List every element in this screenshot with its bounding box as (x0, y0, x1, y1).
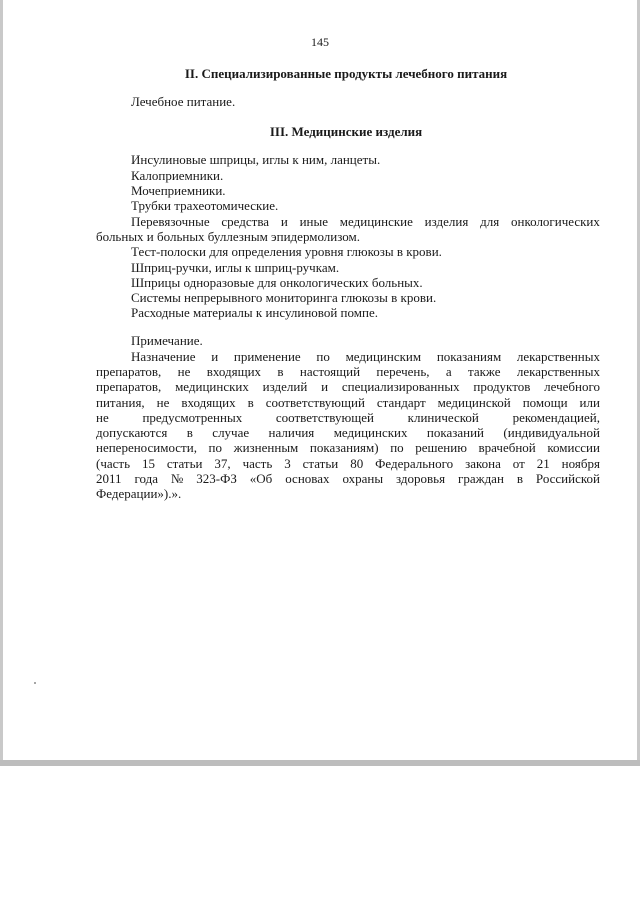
list-item: Перевязочные средства и иные медицинские изделия для онкологических (131, 214, 600, 229)
note-label: Примечание. (131, 333, 203, 348)
page-number: 145 (311, 35, 329, 49)
scan-edge-left (0, 0, 3, 766)
note-line: (часть 15 статьи 37, часть 3 статьи 80 Федерального закона от 21 ноября (96, 456, 600, 471)
section-2-heading: II. Специализированные продукты лечебного питания (184, 66, 508, 81)
note-line: не предусмотренных соответствующей клинической рекомендацией, (96, 410, 600, 425)
note-line: непереносимости, по жизненным показаниям) по решению врачебной комиссии (96, 440, 600, 455)
list-item: Расходные материалы к инсулиновой помпе. (131, 305, 378, 320)
list-item: Тест-полоски для определения уровня глюкозы в крови. (131, 244, 442, 259)
note-line: 2011 года № 323-ФЗ «Об основах охраны здоровья граждан в Российской (96, 471, 600, 486)
list-item: Системы непрерывного мониторинга глюкозы в крови. (131, 290, 437, 305)
list-item: Трубки трахеотомические. (131, 198, 279, 213)
section-3-heading: III. Медицинские изделия (269, 124, 423, 139)
note-line: допускаются в случае наличия медицинских показаний (индивидуальной (96, 425, 600, 440)
note-line: питания, не входящих в соответствующий стандарт медицинской помощи или (96, 395, 600, 410)
list-item-continuation: больных и больных буллезным эпидермолизом. (96, 229, 361, 244)
list-item: Калоприемники. (131, 168, 224, 183)
list-item: Мочеприемники. (131, 183, 226, 198)
list-item: Шприцы одноразовые для онкологических больных. (131, 275, 423, 290)
scan-speck (34, 682, 36, 684)
list-item: Шприц-ручки, иглы к шприц-ручкам. (131, 260, 340, 275)
list-item: Инсулиновые шприцы, иглы к ним, ланцеты. (131, 152, 381, 167)
scan-edge-bottom (0, 760, 640, 766)
note-line: Назначение и применение по медицинским показаниям лекарственных (131, 349, 600, 364)
note-line: препаратов, медицинских изделий и специализированных продуктов лечебного (96, 379, 600, 394)
note-line: Федерации»).». (96, 486, 182, 501)
note-line: препаратов, не входящих в настоящий перечень, а также лекарственных (96, 364, 600, 379)
section-2-item: Лечебное питание. (131, 94, 236, 109)
